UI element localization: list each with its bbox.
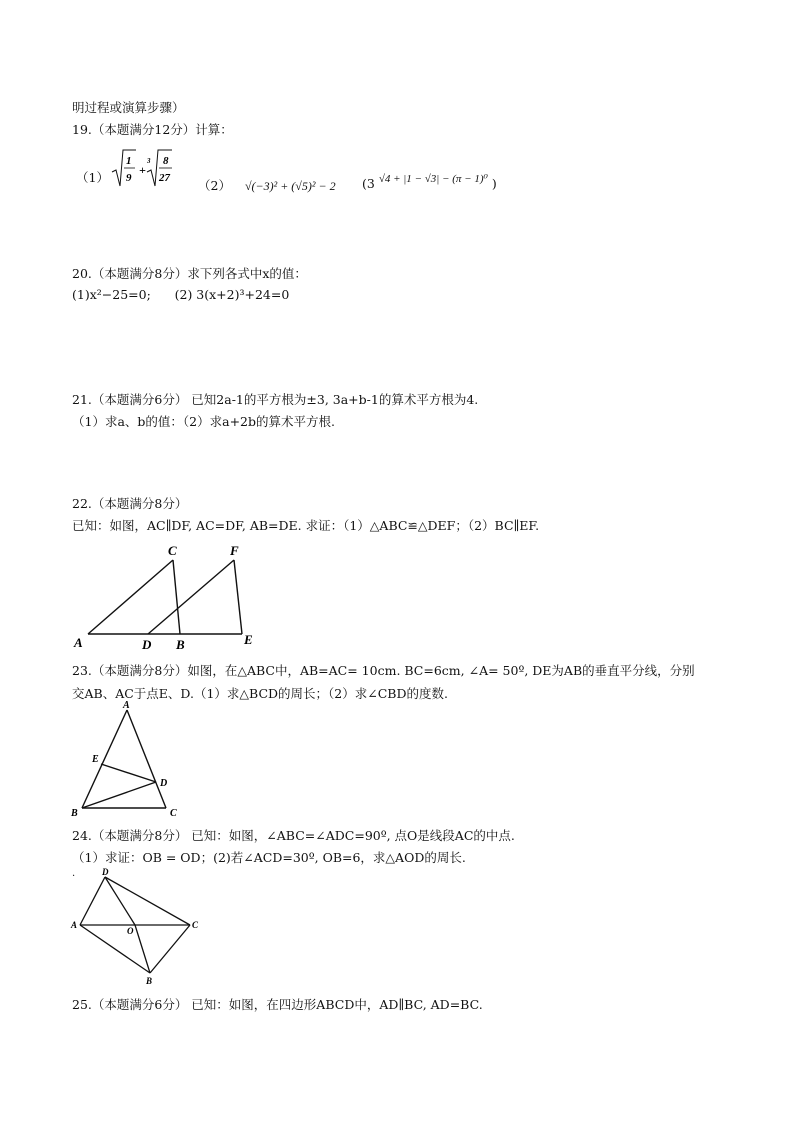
q24-segment-ob — [135, 925, 150, 973]
q20-title: 20.（本题满分8分）求下列各式中x的值： — [72, 266, 307, 281]
q23-label-c: C — [170, 808, 177, 819]
q22-title: 22.（本题满分8分） — [72, 496, 188, 511]
q24-segment-do — [105, 877, 135, 925]
q22-text: 已知：如图，AC∥DF, AC=DF, AB=DE. 求证：（1）△ABC≌△DEF；（2）BC∥EF. — [72, 518, 540, 533]
q24-label-c: C — [192, 920, 199, 930]
q25-line1: 25.（本题满分6分） 已知：如图，在四边形ABCD中，AD∥BC, AD=BC. — [72, 997, 483, 1012]
q24-label-d: D — [102, 867, 109, 877]
q19-part1 — [76, 168, 109, 186]
q23-label-e: E — [92, 754, 99, 765]
q24-label-a: A — [71, 920, 78, 930]
q19-part1-label: （1） — [76, 170, 109, 185]
q22-label-d: D — [142, 637, 152, 652]
q24-segment-bc — [150, 925, 190, 973]
q24-segment-ad — [80, 877, 105, 925]
q19-part3-close: ) — [491, 176, 497, 191]
q22-label-c: C — [168, 543, 177, 558]
svg-text:3: 3 — [147, 157, 151, 165]
q22-label-e: E — [244, 632, 253, 647]
svg-text:8: 8 — [163, 155, 169, 167]
q21-parts: （1）求a、b的值：（2）求a+2b的算术平方根. — [72, 414, 335, 429]
svg-text:1: 1 — [126, 155, 132, 167]
q19-part3-expression: √4 + |1 − √3| − (π − 1)⁰ — [378, 173, 488, 185]
q23-label-b: B — [71, 808, 78, 819]
q24-label-b: B — [146, 976, 153, 986]
q23-triangle-figure — [68, 698, 188, 822]
q24-line2: （1）求证：OB = OD；(2)若∠ACD=30º, OB=6，求△AOD的周长. — [72, 850, 466, 865]
q23-segment-bd — [82, 782, 156, 808]
q24-label-o: O — [127, 926, 134, 936]
svg-text:27: 27 — [159, 172, 170, 184]
q24-segment-dc — [105, 877, 190, 925]
q22-label-f: F — [230, 543, 239, 558]
q22-label-a: A — [74, 635, 83, 650]
q23-segment-ac — [127, 710, 166, 808]
q23-segment-ab — [82, 710, 127, 808]
q24-segment-ab — [80, 925, 150, 973]
q23-line1: 23.（本题满分8分）如图，在△ABC中，AB=AC= 10cm. BC=6cm, ∠A= 50º, DE为AB的垂直平分线，分别 — [72, 663, 695, 678]
q23-segment-ed — [101, 764, 156, 782]
q19-part2-label: （2） — [198, 178, 231, 193]
q21-title: 21.（本题满分6分） 已知2a-1的平方根为±3, 3a+b-1的算术平方根为4. — [72, 392, 479, 407]
q19-title: 19.（本题满分12分）计算： — [72, 122, 233, 137]
q24-stray-dot: . — [72, 868, 76, 879]
q22-triangle-figure — [70, 540, 270, 652]
q19-part3-label: (3 — [362, 176, 375, 191]
q22-segment-cb — [173, 560, 180, 634]
q23-label-d: D — [160, 778, 168, 789]
q19-part1-formula — [110, 146, 174, 192]
q23-line2: 交AB、AC于点E、D.（1）求△BCD的周长；（2）求∠CBD的度数. — [72, 686, 448, 701]
svg-text:9: 9 — [126, 172, 132, 184]
q22-segment-fe — [234, 560, 242, 634]
q19-part3 — [362, 173, 497, 191]
q24-line1: 24.（本题满分8分） 已知：如图，∠ABC=∠ADC=90º, 点O是线段AC的中点. — [72, 828, 515, 843]
q20-parts: (1)x²−25=0; (2) 3(x+2)³+24=0 — [72, 287, 290, 302]
svg-text:+: + — [139, 163, 146, 177]
q24-quadrilateral-figure — [68, 866, 208, 986]
q22-label-b: B — [176, 637, 185, 652]
q19-part2 — [198, 176, 336, 194]
q19-part2-expression: √(−3)² + (√5)² − 2 — [244, 179, 336, 193]
q23-label-a: A — [123, 700, 130, 711]
intro-text: 明过程或演算步骤） — [72, 100, 185, 115]
